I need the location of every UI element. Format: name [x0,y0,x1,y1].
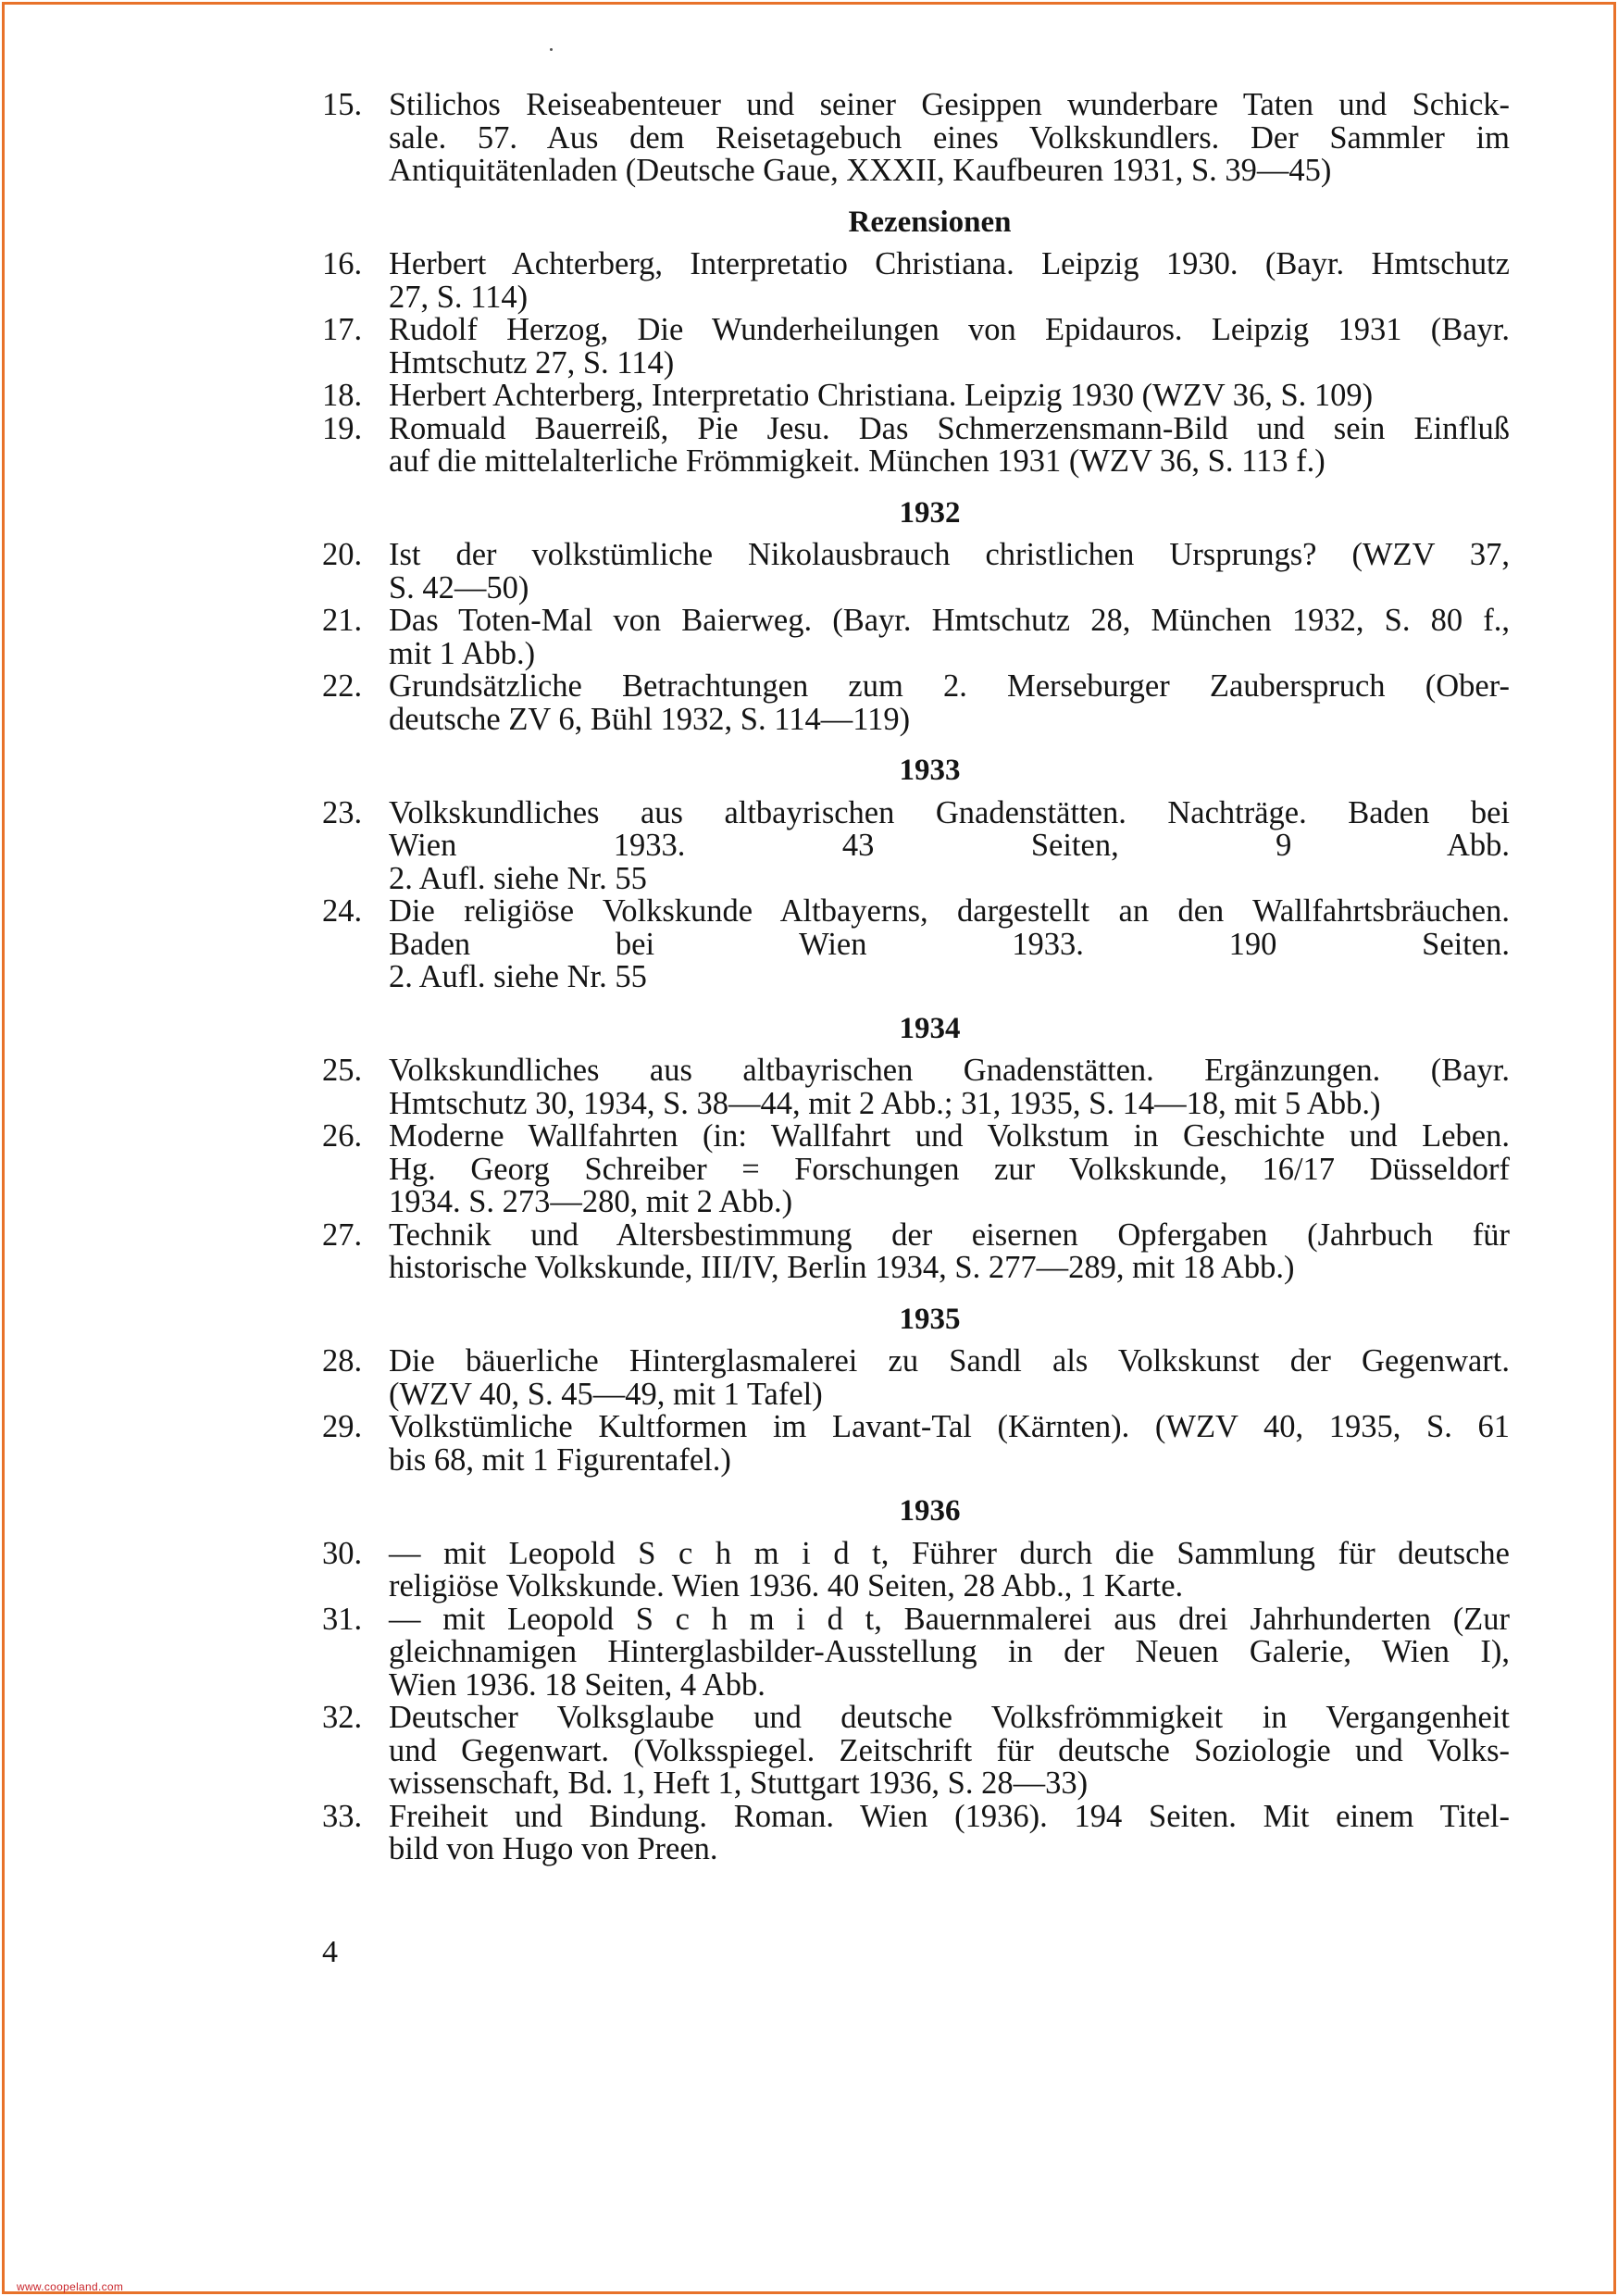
entry-number: 23. [322,794,363,830]
entry-line: Antiquitätenladen (Deutsche Gaue, XXXII, Kaufbeuren 1931, S. 39—45) [389,153,1332,188]
bibliography-entry [322,1535,1510,1603]
entry-number: 15. [322,87,363,122]
entry-line: bild von Hugo von Preen. [389,1831,718,1866]
entry-line: Technik und Altersbestimmung der eisernen Opfergaben (Jahrbuch für [389,1217,1510,1253]
bibliography-section [322,206,1510,479]
section-heading: Rezensionen [848,205,1012,239]
entry-line: — mit Leopold S c h m i d t, Führer durch die Sammlung für deutsche [389,1535,1510,1571]
bibliography-section [322,1495,1510,1866]
entry-text [389,1535,1510,1603]
bibliography-entry [322,1120,1510,1219]
entry-text [389,1120,1510,1219]
entry-text [389,605,1510,670]
entry-line: Herbert Achterberg, Interpretatio Christiana. Leipzig 1930. (Bayr. Hmtschutz [389,246,1510,281]
entry-line: sale. 57. Aus dem Reisetagebuch eines Volkskundlers. Der Sammler im [389,119,1510,156]
bibliography-entry [322,314,1510,380]
entry-line: Herbert Achterberg, Interpretatio Christiana. Leipzig 1930 (WZV 36, S. 109) [389,378,1374,413]
bibliography-section [322,755,1510,994]
entry-text [389,895,1510,994]
entry-number: 31. [322,1601,363,1637]
bibliography-section [322,1304,1510,1478]
entry-number: 25. [322,1053,363,1088]
entry-number: 26. [322,1118,363,1154]
entry-line: Das Toten-Mal von Baierweg. (Bayr. Hmtschutz 28, München 1932, S. 80 f., [389,603,1510,638]
entry-text [389,1054,1510,1120]
entry-text [389,1411,1510,1477]
entry-line: Hmtschutz 30, 1934, S. 38—44, mit 2 Abb.; 31, 1935, S. 14—18, mit 5 Abb.) [389,1085,1381,1121]
entry-number: 18. [322,378,363,413]
entry-text [389,1702,1510,1801]
entry-line: Volkskundliches aus altbayrischen Gnadenstätten. Nachträge. Baden bei [389,794,1510,830]
entry-number: 21. [322,603,363,638]
bibliography-entry [322,1219,1510,1285]
bibliography-entry [322,248,1510,314]
entry-text [389,380,1510,413]
entry-text [389,1798,1510,1866]
bibliography-entry [322,1798,1510,1866]
bibliography-entry [322,380,1510,413]
bibliography-section [322,89,1510,188]
entry-number: 19. [322,410,363,446]
entry-line: bis 68, mit 1 Figurentafel.) [389,1441,731,1478]
bibliography-section [322,1013,1510,1285]
entry-text [389,1603,1510,1703]
entry-line: 1934. S. 273—280, mit 2 Abb.) [389,1184,793,1219]
entry-line: Baden bei Wien 1933. 190 Seiten. [389,926,1510,962]
entry-text [389,314,1510,380]
bibliography-entry [322,1603,1510,1703]
entry-line: 27, S. 114) [389,279,529,315]
entry-line: Deutscher Volksglaube und deutsche Volksfrömmigkeit in Vergangenheit [389,1700,1510,1735]
section-heading: 1933 [899,754,961,787]
bibliography-entry [322,410,1510,479]
entry-line: Volkstümliche Kultformen im Lavant-Tal (Kärnten). (WZV 40, 1935, S. 61 [389,1409,1510,1444]
bibliography-entry [322,1411,1510,1477]
bibliography-entry [322,1054,1510,1120]
entry-line: Wien 1933. 43 Seiten, 9 Abb. [389,828,1510,863]
entry-text [389,1345,1510,1411]
entry-line: Wien 1936. 18 Seiten, 4 Abb. [389,1666,765,1703]
entry-text [389,1219,1510,1285]
bibliography-entry [322,1702,1510,1801]
entry-number: 27. [322,1217,363,1253]
entry-line: gleichnamigen Hinterglasbilder-Ausstellung in der Neuen Galerie, Wien I), [389,1634,1510,1669]
entry-number: 17. [322,312,363,347]
entry-line: 2. Aufl. siehe Nr. 55 [389,860,647,896]
entry-number: 30. [322,1535,363,1571]
entry-number: 20. [322,537,363,572]
entry-line: religiöse Volkskunde. Wien 1936. 40 Seiten, 28 Abb., 1 Karte. [389,1568,1184,1603]
bibliography-entry [322,89,1510,188]
bibliography-entry [322,1345,1510,1411]
entry-line: wissenschaft, Bd. 1, Heft 1, Stuttgart 1936, S. 28—33) [389,1766,1089,1801]
entry-text [389,410,1510,479]
entry-line: Grundsätzliche Betrachtungen zum 2. Merseburger Zauberspruch (Ober- [389,668,1510,704]
entry-line: Die bäuerliche Hinterglasmalerei zu Sandl als Volkskunst der Gegenwart. [389,1343,1510,1379]
entry-text [389,89,1510,188]
page-number: 4 [322,1935,338,1969]
entry-number: 28. [322,1343,363,1379]
bibliography-entry [322,605,1510,670]
entry-line: Hmtschutz 27, S. 114) [389,344,675,381]
entry-line: Die religiöse Volkskunde Altbayerns, dargestellt an den Wallfahrtsbräuchen. [389,893,1510,929]
entry-line: Freiheit und Bindung. Roman. Wien (1936). 194 Seiten. Mit einem Titel- [389,1798,1510,1834]
entry-text [389,794,1510,896]
entry-number: 32. [322,1700,363,1735]
entry-number: 24. [322,893,363,929]
watermark: www.coopeland.com [17,2280,124,2293]
entry-line: — mit Leopold S c h m i d t, Bauernmalerei aus drei Jahrhunderten (Zur [389,1601,1510,1637]
entry-line: historische Volkskunde, III/IV, Berlin 1934, S. 277—289, mit 18 Abb.) [389,1250,1295,1285]
entry-line: (WZV 40, S. 45—49, mit 1 Tafel) [389,1376,823,1412]
section-heading: 1934 [899,1011,961,1045]
entry-text [389,539,1510,605]
section-heading: 1932 [899,495,961,530]
entry-line: Rudolf Herzog, Die Wunderheilungen von Epidauros. Leipzig 1931 (Bayr. [389,312,1510,347]
bibliography-entry [322,794,1510,896]
bibliography-entry [322,670,1510,736]
entry-number: 33. [322,1798,363,1834]
entry-line: Volkskundliches aus altbayrischen Gnadenstätten. Ergänzungen. (Bayr. [389,1053,1510,1088]
entry-line: deutsche ZV 6, Bühl 1932, S. 114—119) [389,701,911,737]
entry-line: S. 42—50) [389,569,529,605]
entry-number: 29. [322,1409,363,1444]
bibliography-list [322,89,1510,1866]
bibliography-section [322,497,1510,737]
section-heading: 1935 [899,1302,961,1336]
entry-line: Romuald Bauerreiß, Pie Jesu. Das Schmerzensmann-Bild und sein Einfluß [389,410,1510,446]
entry-line: 2. Aufl. siehe Nr. 55 [389,959,647,994]
entry-line: mit 1 Abb.) [389,635,536,671]
entry-line: Hg. Georg Schreiber = Forschungen zur Volkskunde, 16/17 Düsseldorf [389,1151,1510,1187]
entry-line: und Gegenwart. (Volksspiegel. Zeitschrift für deutsche Soziologie und Volks- [389,1732,1510,1768]
entry-text [389,248,1510,314]
section-heading: 1936 [899,1494,961,1528]
entry-text [389,670,1510,736]
entry-number: 16. [322,246,363,281]
entry-line: Ist der volkstümliche Nikolausbrauch christlichen Ursprungs? (WZV 37, [389,537,1510,572]
entry-line: Moderne Wallfahrten (in: Wallfahrt und Volkstum in Geschichte und Leben. [389,1118,1510,1154]
entry-line: auf die mittelalterliche Frömmigkeit. München 1931 (WZV 36, S. 113 f.) [389,443,1326,479]
bibliography-entry [322,539,1510,605]
scan-speck [550,48,553,51]
entry-line: Stilichos Reiseabenteuer und seiner Gesippen wunderbare Taten und Schick- [389,87,1510,122]
bibliography-entry [322,895,1510,994]
entry-number: 22. [322,668,363,704]
